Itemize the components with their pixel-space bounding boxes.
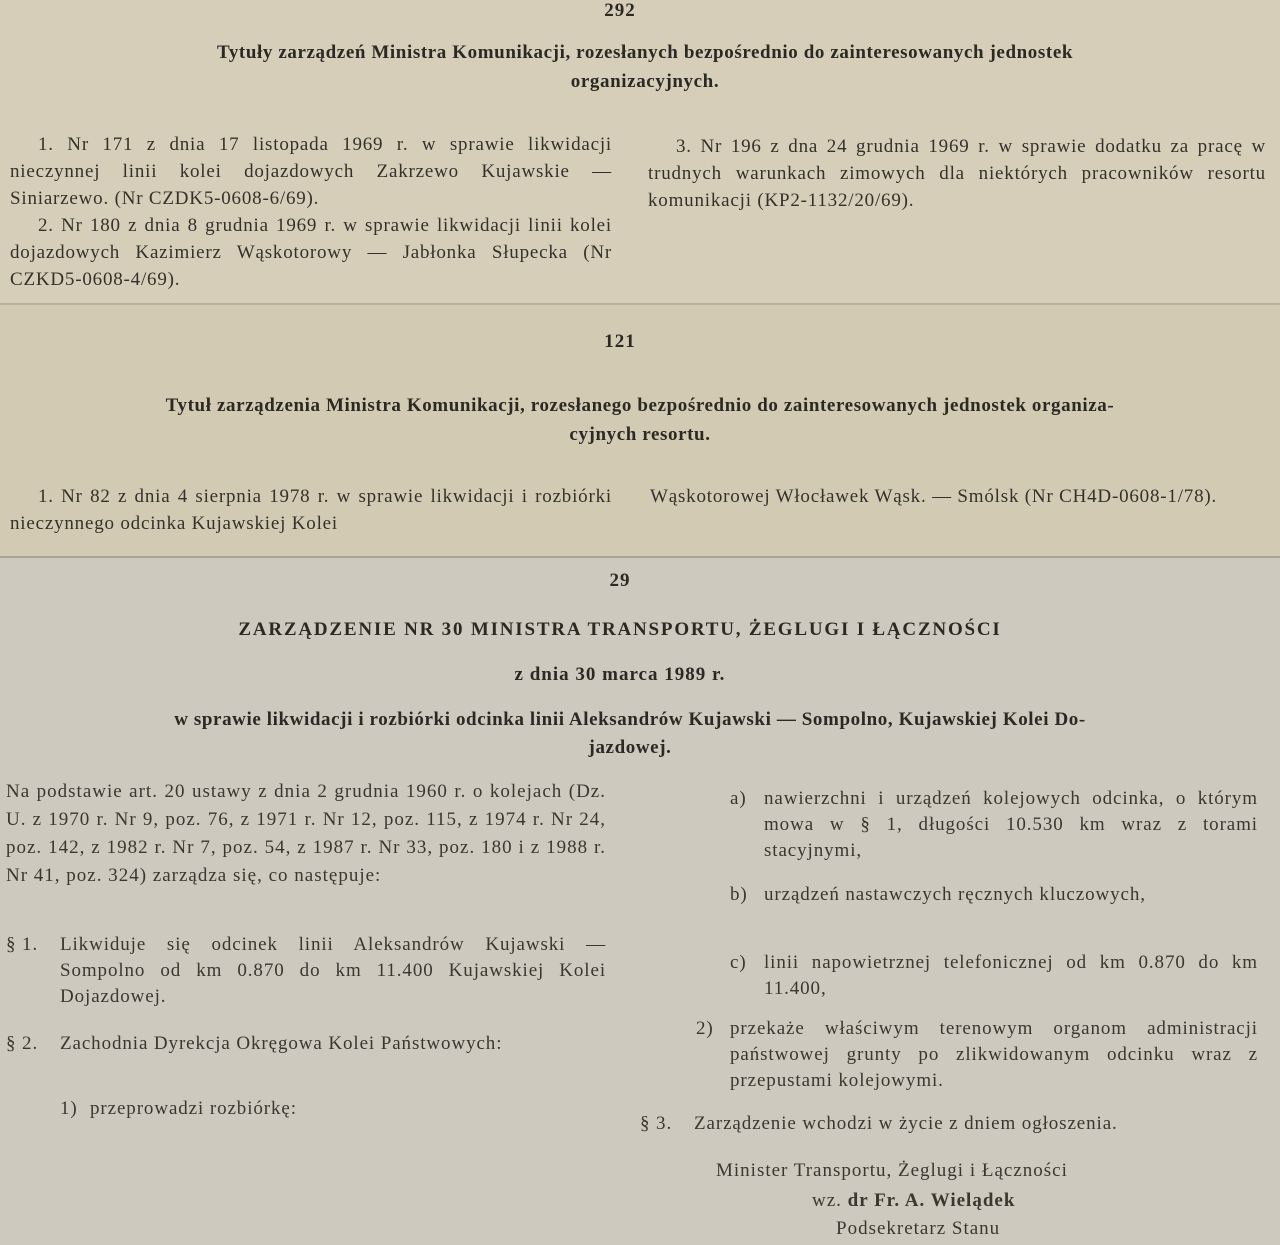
section-title	[10, 391, 1270, 449]
section-number: 292	[604, 0, 636, 21]
clipping-29	[0, 556, 1280, 1245]
subpoint-label: b)	[730, 884, 748, 905]
left-column	[10, 131, 612, 293]
ordinance-title: ZARZĄDZENIE NR 30 MINISTRA TRANSPORTU, ŻEGLUGI I ŁĄCZNOŚCI	[238, 619, 1002, 640]
left-column	[10, 483, 612, 537]
section-title-line1: Tytuł zarządzenia Ministra Komunikacji, rozesłanego bezpośrednio do zainteresowanych jednostek organiza-	[165, 395, 1115, 416]
signature-name	[812, 1190, 1015, 1212]
point-text: przeprowadzi rozbiórkę:	[90, 1098, 297, 1119]
ordinance-date: z dnia 30 marca 1989 r.	[514, 664, 726, 685]
point-1	[60, 1096, 606, 1122]
ordinance-subject-line2: jazdowej.	[588, 737, 672, 758]
preamble-text: Na podstawie art. 20 ustawy z dnia 2 grudnia 1960 r. o kolejach (Dz. U. z 1970 r. Nr 9, poz. 76, z 1971 r. Nr 12, poz. 115, z 1974 r. Nr 24, poz. 142, z 1982 r. Nr 7, poz. 54, z 1987 r. Nr 33, poz. 180 i z 1988 r. Nr 41, poz. 324) zarządza się, co następuje:	[6, 781, 606, 886]
ordinance-subject-line1: w sprawie likwidacji i rozbiórki odcinka linii Aleksandrów Kujawski — Sompolno, Kujawskiej Kolei Do-	[174, 709, 1086, 730]
paragraph-text: Zachodnia Dyrekcja Okręgowa Kolei Państwowych:	[60, 1033, 503, 1054]
section-title	[40, 38, 1250, 96]
subpoint-c	[730, 950, 1258, 1002]
subpoint-label: a)	[730, 788, 747, 809]
right-column	[648, 133, 1266, 214]
point-text: przekaże właściwym terenowym organom administracji państwowej grunty po zlikwidowanym odcinku wraz z przepustami kolejowymi.	[730, 1018, 1258, 1091]
paragraph-text: Likwiduje się odcinek linii Aleksandrów Kujawski — Sompolno od km 0.870 do km 11.400 Kujawskiej Kolei Dojazdowej.	[60, 934, 606, 1007]
section-number: 121	[604, 331, 636, 352]
paragraph-2	[6, 1031, 606, 1057]
point-label: 2)	[696, 1018, 714, 1039]
paragraph-3	[640, 1111, 1270, 1137]
signature-title: Minister Transportu, Żeglugi i Łączności	[716, 1160, 1068, 1181]
subpoint-label: c)	[730, 952, 747, 973]
list-item: 3. Nr 196 z dna 24 grudnia 1969 r. w sprawie dodatku za pracę w trudnych warunkach zimowych dla niektórych pracowników resortu komunikacji (KP2-1132/20/69).	[648, 136, 1266, 211]
list-item: 1. Nr 171 z dnia 17 listopada 1969 r. w sprawie likwidacji nieczynnej linii kolei dojazdowych Zakrzewo Kujawskie — Siniarzewo. (Nr CZDK5-0608-6/69).	[10, 134, 612, 209]
section-title-line2: cyjnych resortu.	[569, 424, 711, 445]
signature-position: Podsekretarz Stanu	[836, 1218, 1001, 1239]
paragraph-label: § 1.	[6, 934, 39, 955]
subpoint-b	[730, 882, 1258, 908]
section-title-line1: Tytuły zarządzeń Ministra Komunikacji, rozesłanych bezpośrednio do zainteresowanych jednostek	[216, 42, 1074, 63]
signature-prefix: wz.	[812, 1190, 842, 1211]
paragraph-label: § 3.	[640, 1113, 673, 1134]
paragraph-1	[6, 932, 606, 1010]
subpoint-text: linii napowietrznej telefonicznej od km 0.870 do km 11.400,	[764, 952, 1258, 999]
list-item: 2. Nr 180 z dnia 8 grudnia 1969 r. w sprawie likwidacji linii kolei dojazdowych Kazimierz Wąskotorowy — Jabłonka Słupecka (Nr CZKD5-0608-4/69).	[10, 215, 612, 290]
subpoint-text: nawierzchni i urządzeń kolejowych odcinka, o którym mowa w § 1, długości 10.530 km wraz z torami stacyjnymi,	[764, 788, 1258, 861]
point-2	[696, 1016, 1258, 1094]
signatory-name: dr Fr. A. Wielądek	[847, 1190, 1016, 1211]
right-column	[650, 483, 1266, 510]
point-label: 1)	[60, 1098, 78, 1119]
subpoint-a	[730, 786, 1258, 864]
section-number: 29	[609, 570, 631, 591]
list-item-continuation: Wąskotorowej Włocławek Wąsk. — Smólsk (Nr CH4D-0608-1/78).	[650, 486, 1218, 507]
preamble	[6, 778, 606, 890]
subpoint-text: urządzeń nastawczych ręcznych kluczowych,	[764, 884, 1146, 905]
paragraph-label: § 2.	[6, 1033, 39, 1054]
ordinance-subject	[20, 706, 1240, 762]
clipping-292	[0, 0, 1280, 303]
list-item: 1. Nr 82 z dnia 4 sierpnia 1978 r. w sprawie likwidacji i rozbiórki nieczynnego odcinka Kujawskiej Kolei	[10, 486, 612, 534]
section-title-line2: organizacyjnych.	[570, 71, 720, 92]
clipping-121	[0, 303, 1280, 556]
paragraph-text: Zarządzenie wchodzi w życie z dniem ogłoszenia.	[694, 1113, 1118, 1134]
